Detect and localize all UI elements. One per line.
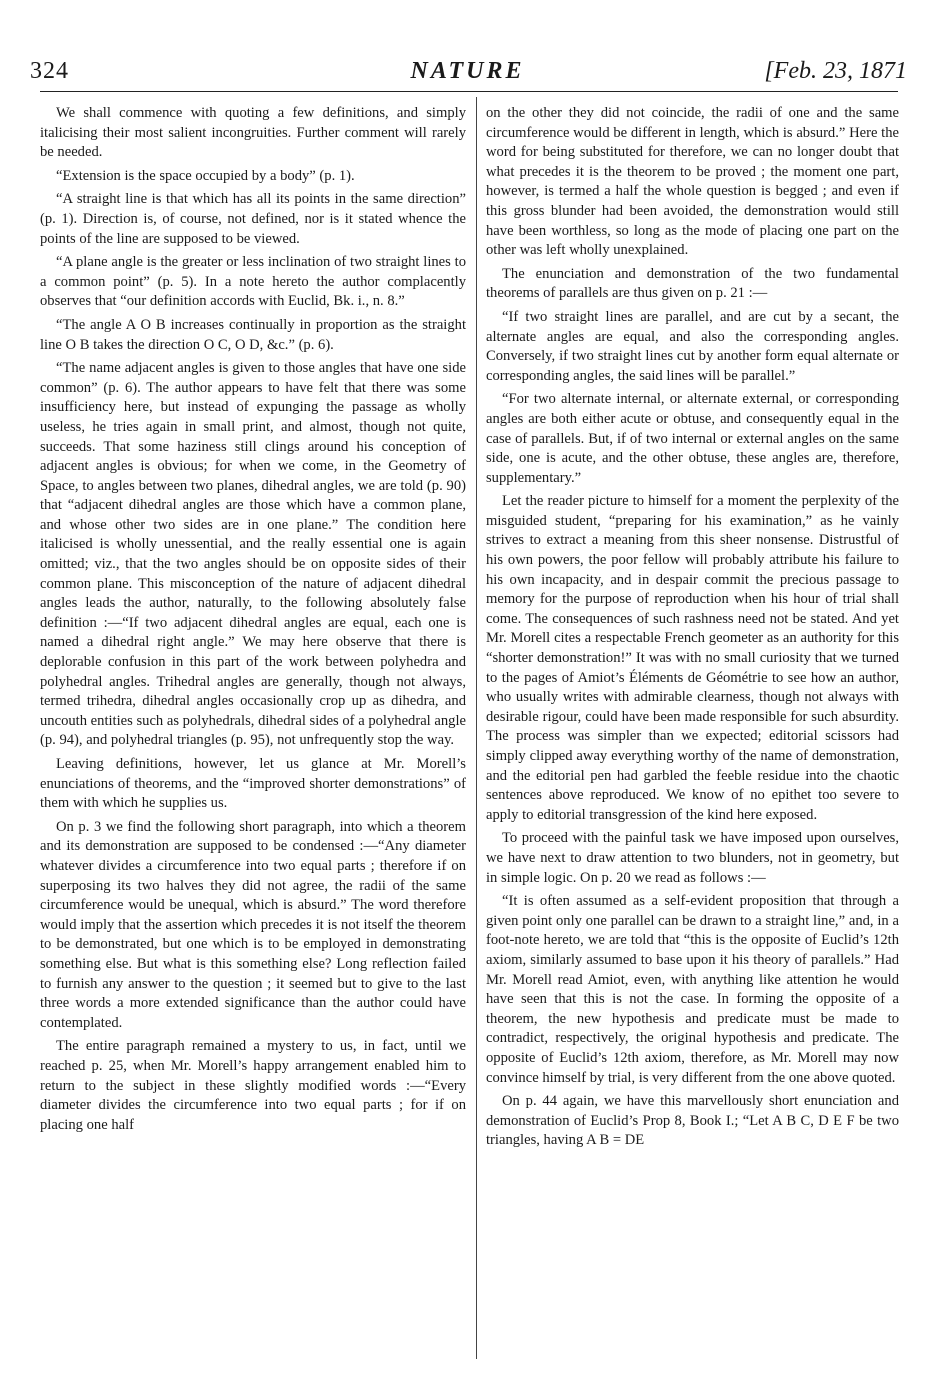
paragraph: On p. 3 we find the following short paragraph, into which a theorem and its demonstration are supposed to be condensed :—“Any diameter whatever divides a circumference into two equal parts ; therefore if on superposing its two halves they did not agree, the radii of the same circumference would be unequal, which is absurd.” The word therefore would imply that the assertion which precedes it is not itself the theorem to be demonstrated, but one which is to be employed in demonstrating something else. But what is this something else? Long reflection failed to furnish any answer to the question ; it seemed but to give to the last three words a more extended significance than the author could have contemplated. — [40, 818, 466, 1031]
paragraph: “The name adjacent angles is given to those angles that have one side common” (p. 6). The author appears to have felt that there was some insufficiency here, but instead of expunging the passage as wholly useless, he tries again in small print, and almost, though not quite, succeeds. That some haziness still clings around his conception of adjacent angles is obvious; for when we come, in the Geometry of Space, to angles between two planes, dihedral angles, we are told (p. 90) that “adjacent dihedral angles are those which have a common plane, and whose other two sides are in one plane.” The condition here italicised is wholly unessential, and the really essential one is again omitted; viz., that the two angles should be on opposite sides of their common plane. This misconception of the nature of adjacent dihedral angles leads the author, naturally, to the following absolutely false definition :—“If two adjacent dihedral angles are equal, each one is named a dihedral right angle.” We may here observe that there is deplorable confusion in this part of the work between polyhedra and polyhedral angles. Trihedral angles are generally, though not always, termed trihedra, dihedral angles occasionally crop up as dihedra, and uncouth entities such as polyhedrals, dihedral sides of a polyhedral angle (p. 94), and polyhedral triangles (p. 95), not unfrequently stop the way. — [40, 360, 466, 749]
running-header — [28, 58, 907, 88]
paragraph: We shall commence with quoting a few definitions, and simply italicising their most salient incongruities. Further comment will rarely be needed. — [40, 105, 466, 161]
paragraph: “For two alternate internal, or alternate external, or corresponding angles are both either acute or obtuse, and consequently equal in the case of parallels. But, if of two internal or external angles on the same side, one is acute, and the other obtuse, these angles are, therefore, supplementary.” — [486, 391, 899, 486]
paragraph: on the other they did not coincide, the radii of one and the same circumference would be different in length, which is absurd.” Here the word for being substituted for therefore, we can no longer doubt that what precedes it is the theorem to be proved ; the moment one part, however, is termed a half the whole question is begged ; and even if this gross blunder had been avoided, the demonstration would still have been worthless, so long as the mode of placing one part on the other was left wholly unexplained. — [486, 105, 899, 259]
paragraph: Leaving definitions, however, let us glance at Mr. Morell’s enunciations of theorems, and the “improved shorter demonstrations” of them with which he supplies us. — [40, 756, 466, 812]
paragraph: On p. 44 again, we have this marvellously short enunciation and demonstration of Euclid’s Prop 8, Book I.; “Let A B C, D E F be two triangles, having A B = DE — [486, 1093, 899, 1149]
paragraph: “Extension is the space occupied by a body” (p. 1). — [56, 167, 355, 184]
page-number: 324 — [30, 58, 69, 84]
issue-date: [Feb. 23, 1871 — [764, 58, 907, 84]
paragraph: Let the reader picture to himself for a moment the perplexity of the misguided student, “preparing for his examination,” as he vainly strives to extract a meaning from this sheer nonsense. Distrustful of his own powers, the poor fellow will probably attribute his failure to his own incapacity, and in despair commit the precious passage to memory for the purpose of reproduction when his hour of trial shall come. The consequences of such rashness need not be stated. And yet Mr. Morell cites a respectable French geometer as an authority for this “shorter demonstration!” It was with no small curiosity that we turned to the pages of Amiot’s Éléments de Géométrie to see how an author, who usually writes with admirable clearness, though not always with desirable rigour, could have been made responsible for such absurdity. The process was simpler than we expected; editorial scissors had simply clipped away everything worthy of the name of demonstration, and the editorial pen had garbled the feeble residue into the chaotic sentences above reproduced. We know of no epithet too severe to apply to editorial transgression of the kind here exposed. — [486, 493, 899, 823]
paragraph: The enunciation and demonstration of the two fundamental theorems of parallels are thus given on p. 21 :— — [486, 265, 899, 302]
left-column — [40, 104, 466, 1139]
paragraph: “The angle A O B increases continually in proportion as the straight line O B takes the direction O C, O D, &c.” (p. 6). — [40, 316, 466, 353]
paragraph: To proceed with the painful task we have imposed upon ourselves, we have next to draw attention to two blunders, not in geometry, but in simple logic. On p. 20 we read as follows :— — [486, 830, 899, 886]
paragraph: The entire paragraph remained a mystery to us, in fact, until we reached p. 25, when Mr. Morell’s happy arrangement enabled him to return to the subject in these slightly modified words :—“Every diameter divides the circumference into two equal parts ; for if on placing one half — [40, 1038, 466, 1133]
paragraph: “It is often assumed as a self-evident proposition that through a given point only one parallel can be drawn to a straight line,” and, in a foot-note hereto, we are told that “this is the opposite of Euclid’s 12th axiom, similarly assumed to base upon it his theory of parallels.” Had Mr. Morell read Amiot, even, with anything like attention he would have seen that this is not the case. In forming the opposite of a theorem, the new hypothesis and predicate must be made to contradict, respectively, the original hypothesis and predicate. The opposite of Euclid’s 12th axiom, therefore, as Mr. Morell may now convince himself by trial, is very different from the one above quoted. — [486, 893, 899, 1086]
header-rule — [40, 91, 898, 92]
paragraph: “A plane angle is the greater or less inclination of two straight lines to a common point” (p. 5). In a note hereto the author complacently observes that “our definition accords with Euclid, Bk. i., n. 8.” — [40, 254, 466, 310]
journal-title: NATURE — [410, 58, 525, 84]
paragraph: “If two straight lines are parallel, and are cut by a secant, the alternate angles are equal, and also the corresponding angles. Conversely, if two straight lines cut by another form equal alternate or corresponding angles, the said lines will be parallel.” — [486, 308, 899, 384]
column-divider — [476, 97, 477, 1359]
paragraph: “A straight line is that which has all its points in the same direction” (p. 1). Direction is, of course, not defined, nor is it stated whence the points of the line are supposed to be viewed. — [40, 191, 466, 247]
right-column — [486, 104, 899, 1155]
